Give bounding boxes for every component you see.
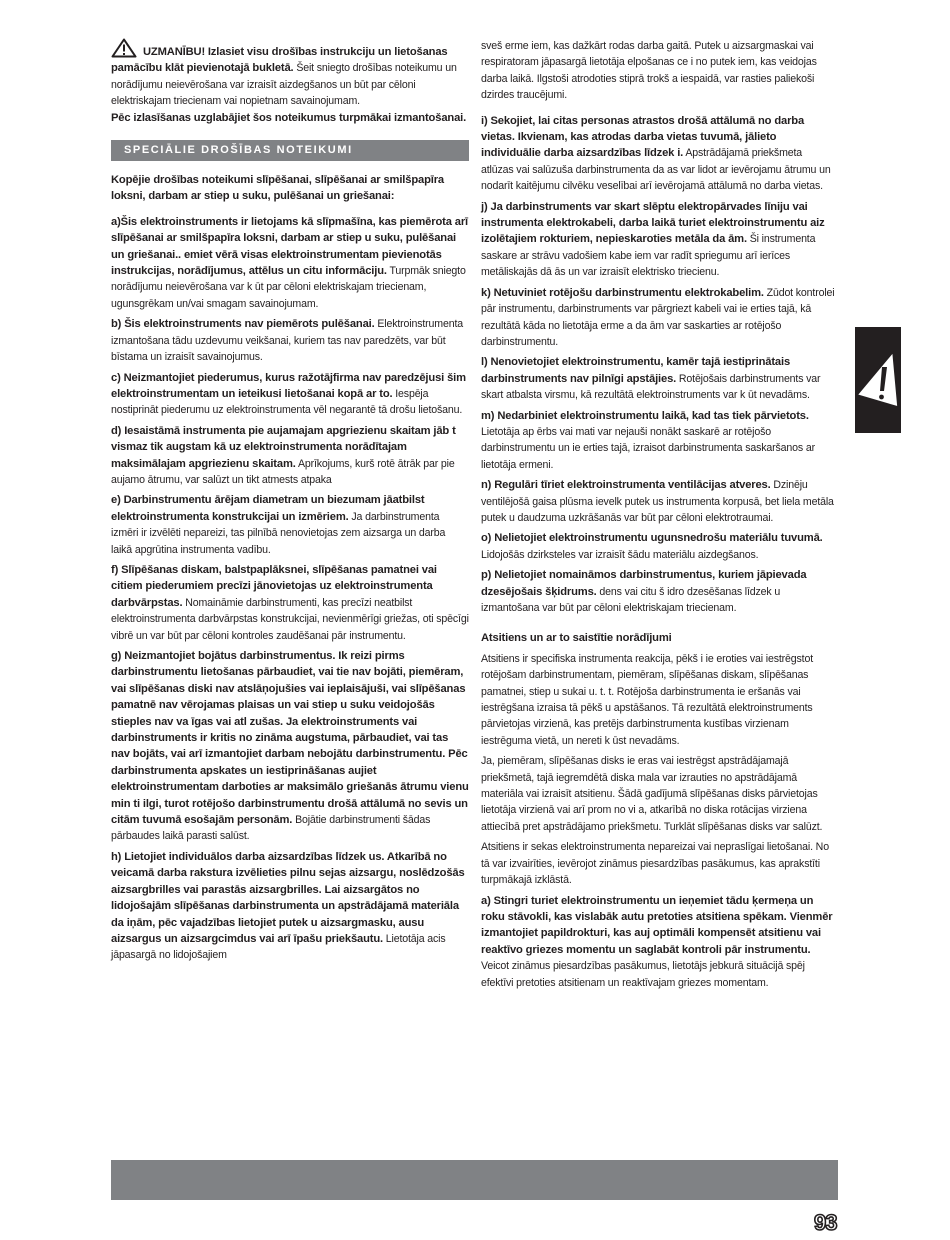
rule-bold: l) Nenovietojiet elektroinstrumentu, kamēr tajā iestiprinātais darbinstruments nav pilnīgi apstājies.: [481, 356, 791, 385]
common-rules-heading: Kopējie drošības noteikumi slīpēšanai, slīpēšanai ar smilšpapīra loksni, darbam ar stiep u suku, pulēšanai un griešanai:: [111, 174, 444, 203]
rule-text: Aprīkojums, kurš rotē ātrāk par pie aujamo ātrumu, var salūzt un tikt atmests atpaka: [111, 457, 455, 486]
keep-note: Pēc izlasīšanas uzglabājiet šos noteikumus turpmākai izmantošanai.: [111, 111, 467, 124]
rule-item: [111, 648, 469, 845]
rule-bold: p) Nelietojiet nomaināmos darbinstrumentus, kuriem jāpievada dzesējošais šķidrums.: [481, 569, 807, 598]
rule-item: [481, 893, 837, 991]
page-number: 93: [814, 1210, 837, 1235]
rule-item: [481, 408, 837, 474]
rule-bold: e) Darbinstrumentu ārējam diametram un biezumam jāatbilst elektroinstrumenta konstrukcijai un izmēriem.: [111, 494, 425, 523]
rule-item: [481, 567, 837, 616]
rule-text: Lietotāja acis jāpasargā no lidojošajiem: [111, 932, 446, 962]
rule-bold: m) Nedarbiniet elektroinstrumentu laikā, kad tas tiek pārvietots.: [481, 409, 809, 422]
rule-text: Apstrādājamā priekšmeta atlūzas vai salūzuša darbinstrumenta da as var lidot ar ievērojamu ātrumu un nodarīt kaitējumu cilvēku veselībai arī ievērojamā attālumā no darba vietas.: [481, 147, 831, 193]
rule-text: Lietotāja ap ērbs vai mati var nejauši nonākt saskarē ar rotējošo darbinstrumentu un ie erties tajā, izraisot darbinstrumenta saskaršanos ar lietotāja ermeni.: [481, 425, 815, 471]
rule-bold: o) Nelietojiet elektroinstrumentu ugunsnedrošu materiālu tuvumā.: [481, 532, 823, 545]
rule-bold: g) Neizmantojiet bojātus darbinstrumentus. Ik reizi pirms darbinstrumentu lietošanas pārbaudiet, vai tie nav bojāti, piemēram, vai slīpēšanas diski nav atslāņojušies vai ieplaisājuši, vai slīpēšanas pamatnē nav vērojamas plaisas un vai stiep u suku veidojošās stieples nav va īgas vai atl zušas. Ja elektroinstruments vai darbinstruments ir kritis no zināma augstuma, pārbaudiet, vai tas nav bojāts, vai arī izmantojiet darbam nebojātu darbinstrumentu. Pēc darbinstrumenta apskates un iestiprināšanas aujiet elektroinstrumentam darboties ar maksimālo griešanās ātrumu vienu min ti ilgi, turot rotējošo darbinstrumentu drošā attālumā no sevis un citām tuvumā esošajām personām.: [111, 650, 469, 827]
warning-label: UZMANĪBU!: [143, 46, 206, 58]
rule-text: Ši instrumenta saskare ar strāvu vadošiem kabe iem var radīt spriegumu arī ierīces metāliskajās dā ās un var izraisīt elektrisko triecienu.: [481, 233, 816, 279]
kickback-heading: Atsitiens un ar to saistītie norādījumi: [481, 632, 672, 645]
rule-item: [481, 354, 837, 403]
rule-bold: k) Netuviniet rotējošu darbinstrumentu elektrokabelim.: [481, 286, 764, 299]
side-warning-tab: [855, 327, 901, 433]
right-column: [481, 38, 837, 995]
rule-bold: b) Šis elektroinstruments nav piemērots pulēšanai.: [111, 318, 375, 331]
kickback-paragraphs: [481, 651, 837, 889]
rule-text: Zūdot kontrolei pār instrumentu, darbinstruments var pārgriezt kabeli vai ie erties tajā, kā rezultātā kāda no lietotāja erme a da ām var saskarties ar rotējošo darbinstrumentu.: [481, 286, 835, 348]
rule-text: Bojātie darbinstrumenti šādas pārbaudes laikā parasti salūst.: [111, 814, 431, 843]
exclamation-icon: [855, 347, 901, 411]
section-title: SPECIĀLIE DROŠĪBAS NOTEIKUMI: [111, 140, 469, 161]
right-rules-list: [481, 113, 837, 617]
rule-item: [111, 562, 469, 644]
rule-text: Iespēja nostiprināt piederumu uz elektroinstrumenta vēl negarantē tā drošu lietošanu.: [111, 387, 463, 417]
warning-bold: Izlasiet visu drošības instrukciju un lietošanas pamācību klāt pievienotajā bukletā.: [111, 46, 448, 75]
rule-item: [111, 423, 469, 489]
kickback-paragraph: Ja, piemēram, slīpēšanas disks ie eras vai iestrēgst apstrādājamajā priekšmetā, tajā iegremdētā diska mala var izrauties no apstrādājamā materiāla vai izraisīt atsitienu. Šādā gadījumā slīpēšanas disks pārvietojas lietotāja virzienā vai arī prom no vi a, atkarībā no diska rotācijas virziena attiecībā pret apstrādājamo priekšmetu. Turklāt slīpēšanas disks var salūzt.: [481, 755, 823, 833]
right-intro-text: sveš erme iem, kas dažkārt rodas darba gaitā. Putek u aizsargmaskai vai respiratoram jāpasargā lietotāja elpošanas ce i no putek iem, kas veidojas darba laikā. Ilgstoši atrodoties stiprā trokš a iespaidā, var rasties paliekoši dzirdes traucējumi.: [481, 40, 817, 102]
footer-bar: [111, 1160, 838, 1200]
rule-bold: c) Neizmantojiet piederumus, kurus ražotājfirma nav paredzējusi šim elektroinstrumentam un ieteikusi lietošanai kopā ar to.: [111, 371, 466, 400]
rule-item: [481, 285, 837, 351]
rule-bold: f) Slīpēšanas diskam, balstpaplāksnei, slīpēšanas pamatnei vai citiem piederumiem precīzi jānovietojas uz elektroinstrumenta darbvārpstas.: [111, 563, 437, 609]
rule-bold: h) Lietojiet individuālos darba aizsardzības līdzek us. Atkarībā no veicamā darba rakstura izvēlieties pilnu sejas aizsargu, noslēdzošās aizsargbrilles vai parastās aizsargbrilles. Lai aizsargātos no lidojošajām slīpēšanas darbinstrumenta un apstrādājamā materiāla da iņām, pēc vajadzības lietojiet putek u aizsargmasku, ausu aizsargus un aizsargcimdus vai arī īpašu priekšautu.: [111, 850, 465, 945]
left-column: [111, 38, 469, 968]
kickback-paragraph: Atsitiens ir specifiska instrumenta reakcija, pēkš i ie eroties vai iestrēgstot rotējošam darbinstrumentam, piemēram, slīpēšanas diskam, slīpēšanas pamatnei, stiep u sukai u. t. t. Rotējoša darbinstrumenta ie eršanās vai iestrēgšana izraisa tā pēkš u apstāšanos. Tā rezultātā elektroinstruments pārvietojas virzienā, kas pretējs darbinstrumenta kustības virzienam iestrēguma vietā, un nereti k ūst nevadāms.: [481, 652, 813, 747]
rule-text: Elektroinstrumenta izmantošana tādu uzdevumu veikšanai, kuriem tas nav paredzēts, var būt bīstama un izraisīt savainojumus.: [111, 318, 463, 364]
rule-bold: d) Iesaistāmā instrumenta pie aujamajam apgriezienu skaitam jāb t vismaz tik augstam kā uz elektroinstrumenta norādītajam maksimālajam apgriezienu skaitam.: [111, 424, 456, 470]
rule-item: [111, 214, 469, 312]
rule-bold: n) Regulāri tīriet elektroinstrumenta ventilācijas atveres.: [481, 479, 771, 492]
rule-bold: a) Stingri turiet elektroinstrumentu un ieņemiet tādu ķermeņa un roku stāvokli, kas vislabāk autu pretoties atsitiena spēkam. Vienmēr izmantojiet papildrokturi, kas auj optimāli kompensēt atsitienu vai reaktīvo griezes momentu un saglabāt kontroli pār instrumentu.: [481, 894, 833, 956]
rule-bold: j) Ja darbinstruments var skart slēptu elektropārvades līniju vai instrumenta elektrokabeli, darba laikā turiet elektroinstrumentu aiz izolētajiem rokturiem, nepieskaroties metāla da ām.: [481, 200, 825, 246]
intro-warning: [111, 38, 469, 126]
warning-text: Šeit sniegto drošības noteikumu un norādījumu neievērošana var izraisīt aizdegšanos un būt par cēloni elektriskajam triecienam vai nopietnam savainojumam.: [111, 62, 457, 108]
rule-item: [481, 530, 837, 563]
rule-item: [111, 849, 469, 964]
warning-triangle-icon: [111, 38, 137, 58]
rule-text: Veicot zināmus piesardzības pasākumus, lietotājs jebkurā situācijā spēj efektīvi pretoties atsitienam un reaktīvajam griezes momentam.: [481, 960, 805, 989]
left-rules-list: [111, 214, 469, 964]
rule-item: [481, 113, 837, 195]
rule-item: [481, 477, 837, 526]
rule-text: Ja darbinstrumenta izmēri ir izvēlēti nepareizi, tas pilnībā nenovietojas zem aizsarga un darba laikā apgrūtina instrumenta vadību.: [111, 510, 446, 556]
rule-text: Rotējošais darbinstruments var skart atbalsta virsmu, kā rezultātā elektroinstruments var k ūt nevadāms.: [481, 372, 821, 402]
rule-item: [111, 492, 469, 558]
rule-text: Nomaināmie darbinstrumenti, kas precīzi neatbilst elektroinstrumenta darbvārpstas konstrukcijai, nevienmērīgi griežas, oti spēcīgi vibrē un var būt par cēloni kontroles zaudēšanai pār instrumentu.: [111, 596, 469, 642]
rule-item: [111, 370, 469, 419]
rule-item: [481, 199, 837, 281]
rule-bold: i) Sekojiet, lai citas personas atrastos drošā attālumā no darba vietas. Ikvienam, kas atrodas darba vietas tuvumā, jālieto individuālie darba aizsardzības līdzek i.: [481, 114, 805, 160]
rule-text: dens vai citu š idro dzesēšanas līdzek u izmantošana var būt par cēloni elektriskajam triecienam.: [481, 585, 781, 614]
rule-text: Lidojošās dzirksteles var izraisīt šādu materiālu aizdegšanos.: [481, 548, 759, 561]
kickback-paragraph: Atsitiens ir sekas elektroinstrumenta nepareizai vai nepraslīgai lietošanai. No tā var izvairīties, ievērojot zināmus piesardzības pasākumus, kas aprakstīti turpmākajā izklāstā.: [481, 841, 829, 887]
rule-text: Turpmāk sniegto norādījumu neievērošana var k ūt par cēloni elektriskajam triecienam, ugunsgrēkam un/vai smagam savainojumam.: [111, 265, 466, 310]
rule-bold: a)Šis elektroinstruments ir lietojams kā slīpmašīna, kas piemērota arī slīpēšanai ar smilšpapīra loksni, darbam ar stiep u suku, pulēšanai un griešanai.. emiet vērā visas elektroinstrumentam pievienotās instrukcijas, norādījumus, attēlus un citu informāciju.: [111, 215, 468, 278]
rule-item: [111, 316, 469, 365]
rule-text: Dzinēju ventilējošā gaisa plūsma ievelk putek us instrumenta korpusā, bet liela metāla putek u daudzuma uzkrāšanās var būt par cēloni elektrotraumai.: [481, 479, 834, 524]
